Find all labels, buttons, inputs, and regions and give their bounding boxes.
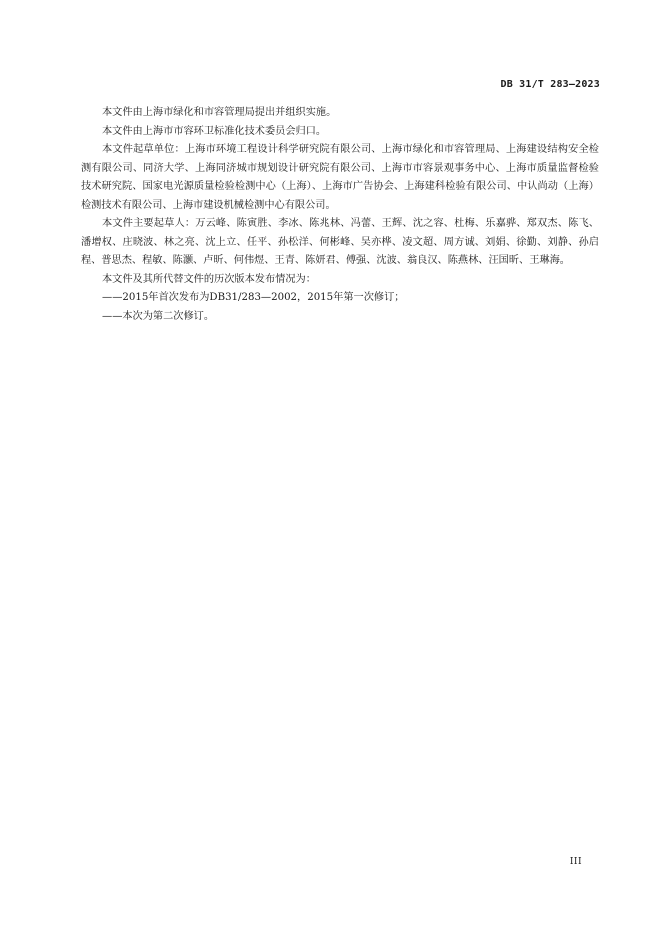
paragraph-version-history: 本文件及其所代替文件的历次版本发布情况为： bbox=[102, 273, 316, 285]
history-item: ——本次为第二次修订。 bbox=[102, 310, 215, 322]
foreword-body bbox=[81, 104, 599, 326]
standard-code: DB 31/T 283—2023 bbox=[500, 79, 600, 90]
page-number: III bbox=[569, 857, 582, 867]
paragraph-management: 本文件由上海市市容环卫标准化技术委员会归口。 bbox=[102, 125, 327, 137]
paragraph-proposer: 本文件由上海市绿化和市容管理局提出并组织实施。 bbox=[102, 107, 337, 118]
history-item: ——2015年首次发布为DB31/283—2002，2015年第一次修订； bbox=[102, 292, 405, 303]
paragraph-drafting-units: 本文件起草单位：上海市环境工程设计科学研究院有限公司、上海市绿化和市容管理局、上海建设结构安全检测有限公司、同济大学、上海同济城市规划设计研究院有限公司、上海市市容景观事务中心、上海市质量监督检验技术研究院、国家电光源质量检验检测中心（上海）、上海市广告协会、上海建科检验有限公司、中认尚动（上海）检测技术有限公司、上海市建设机械检测中心有限公司。 bbox=[81, 144, 599, 211]
paragraph-drafters: 本文件主要起草人：万云峰、陈寅胜、李冰、陈兆林、冯蕾、王辉、沈之容、杜梅、乐嘉骅、郑双杰、陈飞、潘增权、庄晓波、林之亮、沈上立、任平、孙松洋、何彬峰、吴亦桦、凌文超、周方诚、刘娟、徐勤、刘静、孙启程、普思杰、程敏、陈灏、卢昕、何伟煜、王青、陈妍君、傅强、沈波、翁良汉、陈燕林、汪国昕、王琳海。 bbox=[81, 218, 599, 266]
